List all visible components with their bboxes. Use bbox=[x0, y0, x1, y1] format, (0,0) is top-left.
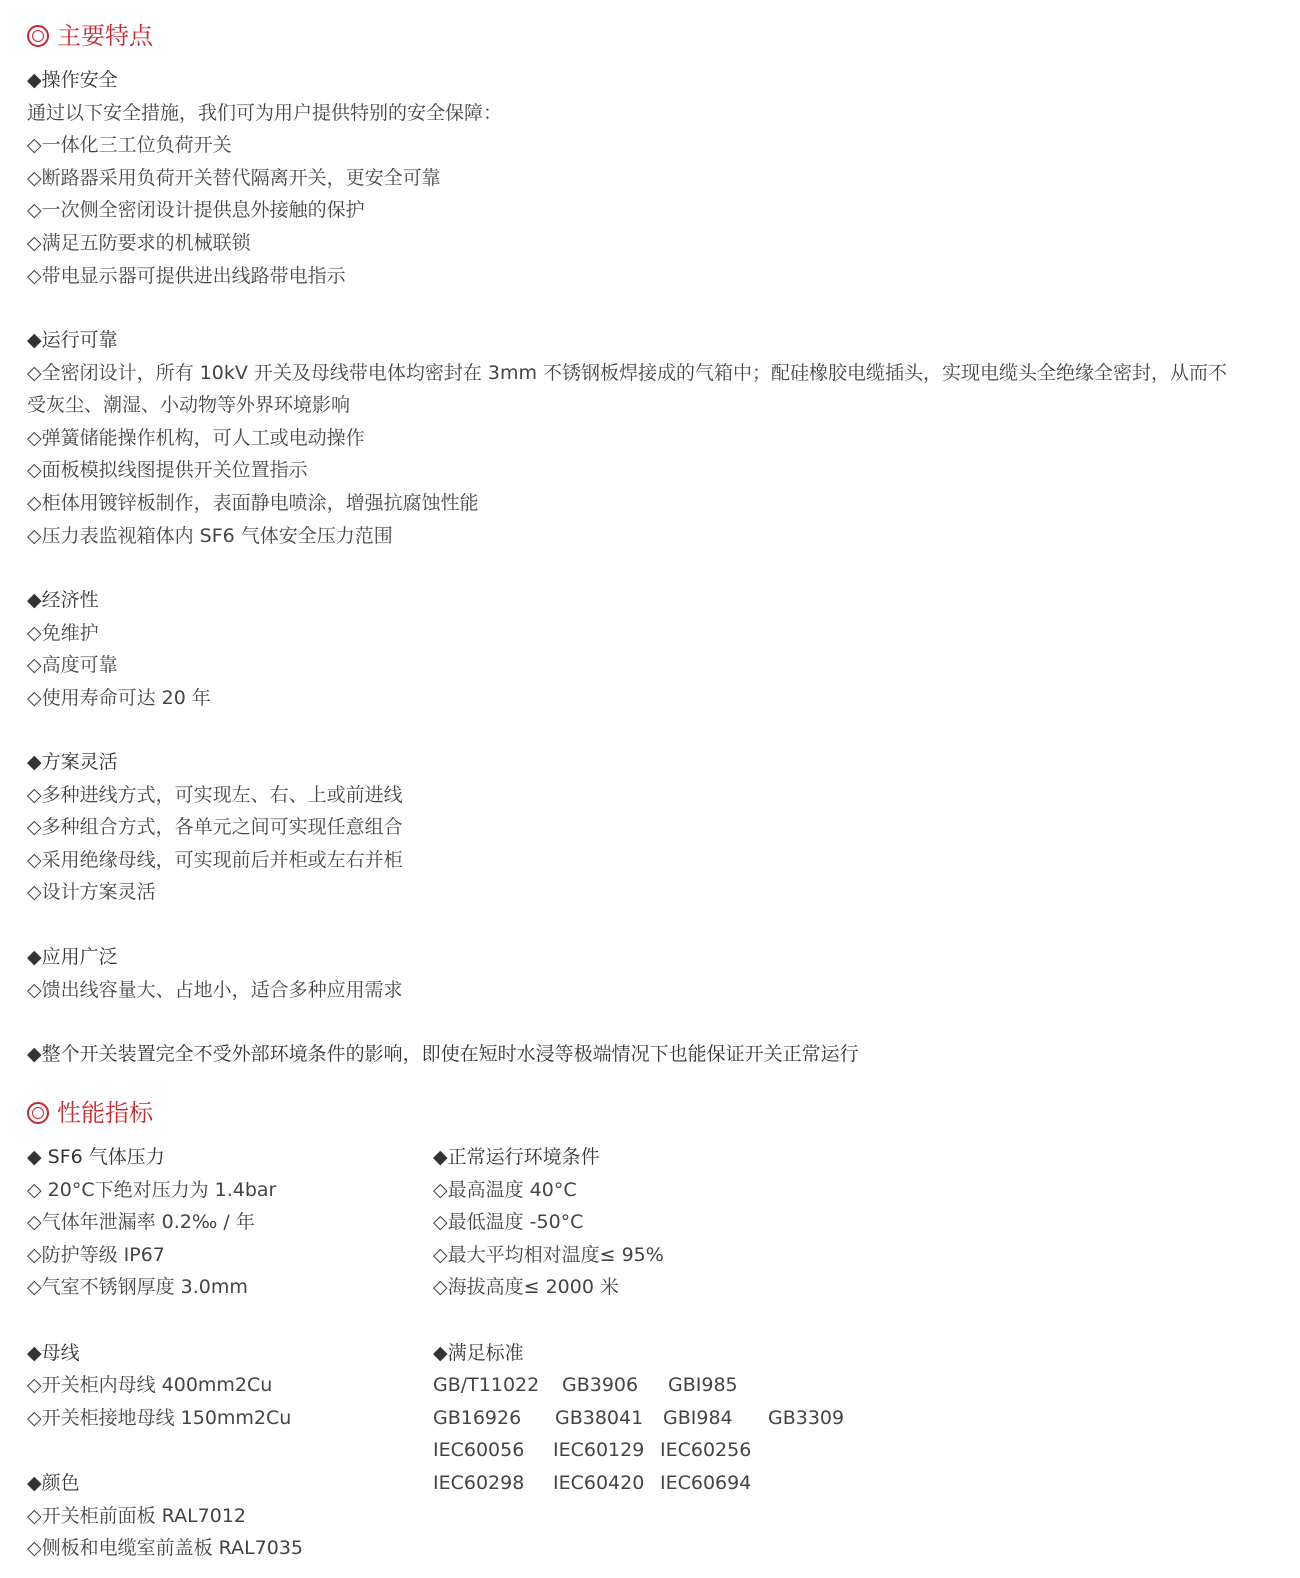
features-group-environment bbox=[27, 1038, 1277, 1071]
standard-code: GB38041 bbox=[555, 1406, 644, 1429]
group-heading: ◆整个开关装置完全不受外部环境条件的影响，即使在短时水浸等极端情况下也能保证开关正常运行 bbox=[27, 1043, 859, 1065]
standard-code: GBI985 bbox=[668, 1374, 738, 1397]
list-item: ◇侧板和电缆室前盖板 RAL7035 bbox=[27, 1537, 304, 1560]
list-item: ◇馈出线容量大、占地小，适合多种应用需求 bbox=[27, 978, 403, 1001]
performance-left-column bbox=[27, 1141, 417, 1565]
list-item: ◇全密闭设计，所有 10kV 开关及母线带电体均密封在 3mm 不锈钢板焊接成的气箱中；配硅橡胶电缆插头，实现电缆头全绝缘全密封，从而不受灰尘、潮湿、小动物等外界环境影响 bbox=[27, 361, 1228, 417]
features-group-reliability bbox=[27, 324, 1237, 552]
standard-code: IEC60056 bbox=[433, 1439, 525, 1462]
list-item: ◇设计方案灵活 bbox=[27, 881, 156, 904]
list-item: ◇多种组合方式，各单元之间可实现任意组合 bbox=[27, 816, 403, 839]
features-group-application bbox=[27, 941, 1277, 1006]
group-heading: ◆经济性 bbox=[27, 589, 99, 611]
spec-group-busbar bbox=[27, 1337, 417, 1435]
standards-row bbox=[433, 1434, 993, 1467]
list-item: ◇海拔高度≤ 2000 米 bbox=[433, 1276, 619, 1299]
group-heading: ◆方案灵活 bbox=[27, 751, 118, 773]
performance-title-text: 性能指标 bbox=[57, 1099, 153, 1127]
double-circle-icon bbox=[27, 25, 49, 47]
standard-code: GB16926 bbox=[433, 1406, 522, 1429]
features-title-text: 主要特点 bbox=[57, 22, 153, 50]
group-heading: ◆应用广泛 bbox=[27, 946, 118, 968]
list-item: ◇气体年泄漏率 0.2‰ / 年 bbox=[27, 1211, 255, 1234]
group-heading: ◆满足标准 bbox=[433, 1341, 524, 1364]
list-item: ◇防护等级 IP67 bbox=[27, 1243, 165, 1266]
standard-code: GB3906 bbox=[562, 1374, 639, 1397]
standard-code: IEC60298 bbox=[433, 1471, 525, 1494]
features-group-safety bbox=[27, 64, 1277, 292]
list-item: ◇满足五防要求的机械联锁 bbox=[27, 231, 251, 254]
features-section-title bbox=[27, 18, 153, 54]
group-heading: ◆母线 bbox=[27, 1341, 80, 1364]
standard-code: GB/T11022 bbox=[433, 1374, 540, 1397]
standard-code: IEC60129 bbox=[553, 1439, 645, 1462]
list-item: ◇高度可靠 bbox=[27, 654, 118, 677]
performance-right-column bbox=[433, 1141, 993, 1500]
standard-code: IEC60256 bbox=[660, 1439, 752, 1462]
list-item: 通过以下安全措施，我们可为用户提供特别的安全保障： bbox=[27, 101, 503, 124]
list-item: ◇带电显示器可提供进出线路带电指示 bbox=[27, 264, 346, 287]
group-heading: ◆正常运行环境条件 bbox=[433, 1146, 600, 1168]
list-item: ◇一体化三工位负荷开关 bbox=[27, 134, 232, 157]
list-item: ◇开关柜接地母线 150mm2Cu bbox=[27, 1406, 292, 1429]
list-item: ◇弹簧储能操作机构，可人工或电动操作 bbox=[27, 426, 365, 449]
standard-code: IEC60694 bbox=[660, 1471, 752, 1494]
list-item: ◇采用绝缘母线，可实现前后并柜或左右并柜 bbox=[27, 848, 403, 871]
group-heading: ◆操作安全 bbox=[27, 69, 118, 91]
list-item: ◇多种进线方式，可实现左、右、上或前进线 bbox=[27, 783, 403, 806]
list-item: ◇最大平均相对温度≤ 95% bbox=[433, 1243, 664, 1266]
performance-section-title bbox=[27, 1095, 153, 1131]
standard-code: GBI984 bbox=[663, 1406, 733, 1429]
spec-group-standards bbox=[433, 1337, 993, 1500]
list-item: ◇使用寿命可达 20 年 bbox=[27, 686, 211, 709]
standards-row bbox=[433, 1369, 993, 1402]
list-item: ◇开关柜内母线 400mm2Cu bbox=[27, 1374, 273, 1397]
list-item: ◇面板模拟线图提供开关位置指示 bbox=[27, 459, 308, 482]
double-circle-icon bbox=[27, 1102, 49, 1124]
standards-row bbox=[433, 1402, 993, 1435]
group-heading: ◆ SF6 气体压力 bbox=[27, 1146, 165, 1168]
spec-group-color bbox=[27, 1467, 417, 1565]
list-item: ◇开关柜前面板 RAL7012 bbox=[27, 1504, 247, 1527]
list-item: ◇ 20°C下绝对压力为 1.4bar bbox=[27, 1178, 277, 1201]
standard-code: GB3309 bbox=[768, 1406, 845, 1429]
list-item: ◇一次侧全密闭设计提供息外接触的保护 bbox=[27, 199, 365, 222]
standards-row bbox=[433, 1467, 993, 1500]
group-heading: ◆运行可靠 bbox=[27, 329, 118, 351]
spec-group-environment bbox=[433, 1141, 993, 1304]
group-heading: ◆颜色 bbox=[27, 1471, 80, 1494]
list-item: ◇免维护 bbox=[27, 621, 99, 644]
features-group-flexibility bbox=[27, 746, 1277, 909]
list-item: ◇断路器采用负荷开关替代隔离开关，更安全可靠 bbox=[27, 166, 441, 189]
list-item: ◇气室不锈钢厚度 3.0mm bbox=[27, 1276, 248, 1299]
features-group-economy bbox=[27, 584, 1277, 714]
list-item: ◇压力表监视箱体内 SF6 气体安全压力范围 bbox=[27, 524, 393, 547]
spec-group-sf6 bbox=[27, 1141, 417, 1304]
standard-code: IEC60420 bbox=[553, 1471, 645, 1494]
list-item: ◇柜体用镀锌板制作，表面静电喷涂，增强抗腐蚀性能 bbox=[27, 491, 479, 514]
list-item: ◇最低温度 -50°C bbox=[433, 1211, 584, 1234]
list-item: ◇最高温度 40°C bbox=[433, 1178, 577, 1201]
